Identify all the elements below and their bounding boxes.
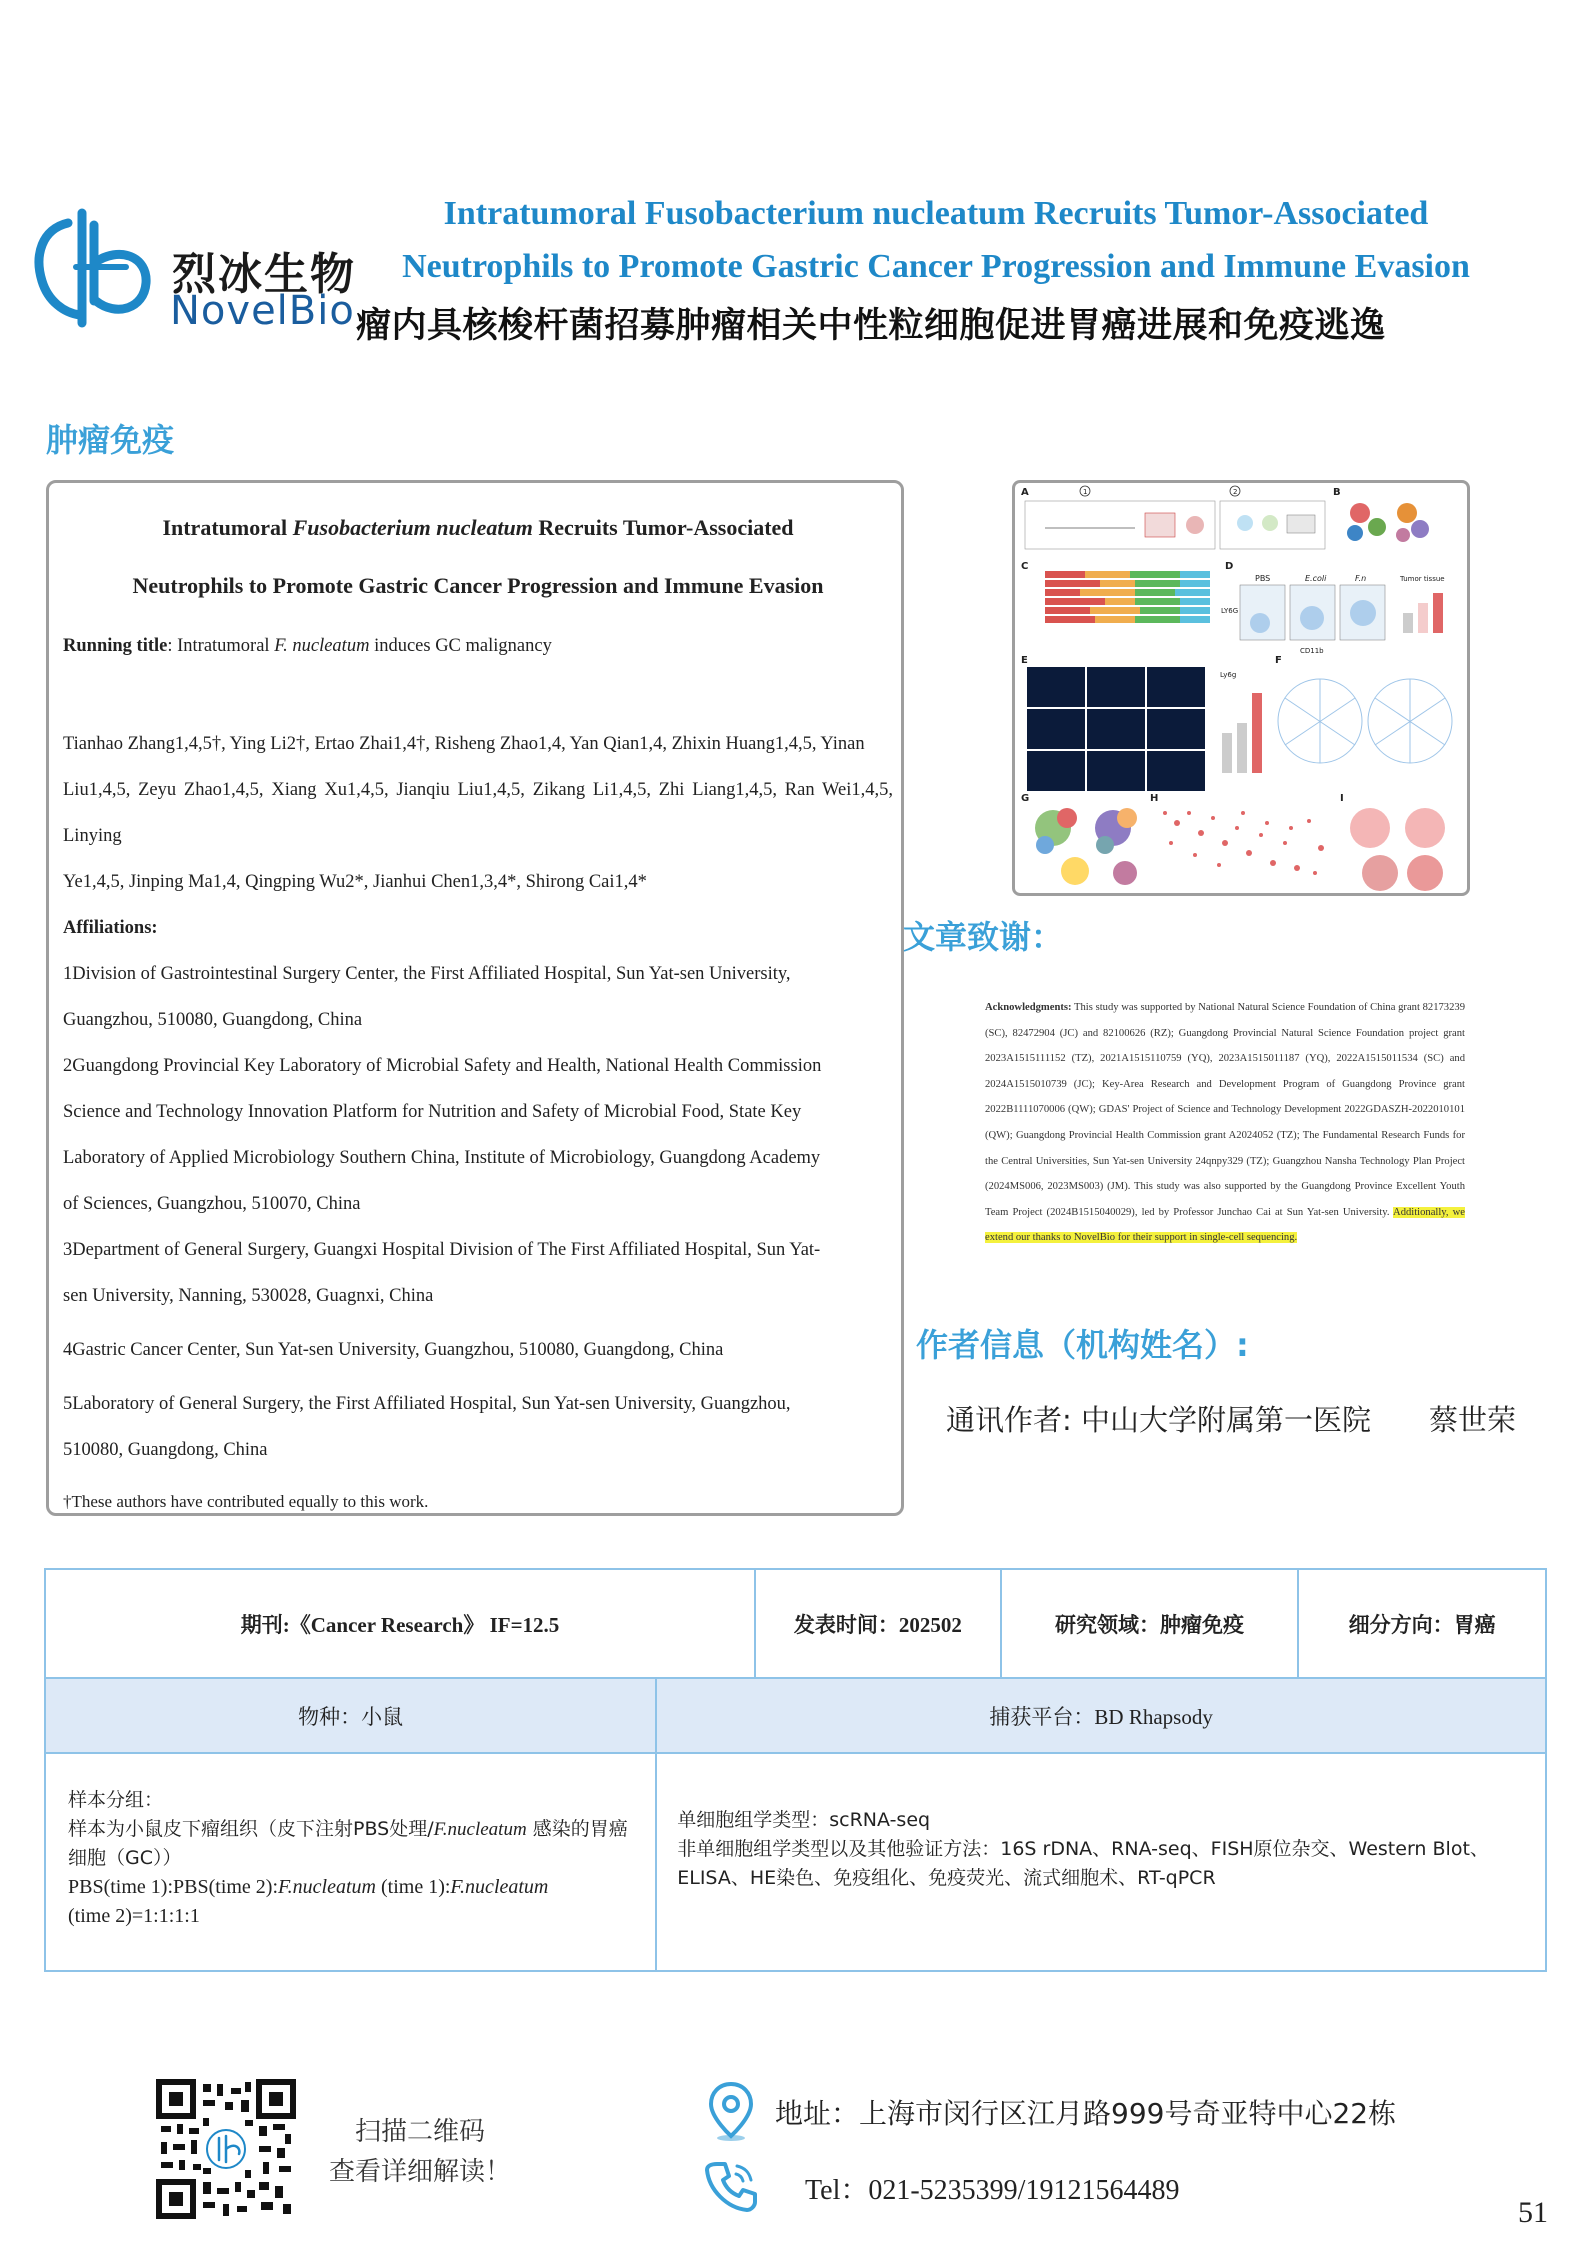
figure-panel-label: G: [1021, 793, 1030, 804]
affiliation-3: 3Department of General Surgery, Guangxi Hospital Division of The First Affiliated Hospital, Sun Yat- sen University, Nanning, 530028, Guagnxi, China: [63, 1240, 821, 1306]
figure-panel-label: H: [1150, 793, 1159, 804]
company-telephone: Tel：021-5235399/19121564489: [805, 2175, 1180, 2206]
research-field-cell: 研究领域：肿瘤免疫: [1001, 1569, 1299, 1678]
figure-axis-label: CD11b: [1300, 647, 1324, 655]
author-list: Tianhao Zhang1,4,5†, Ying Li2†, Ertao Zhai1,4†, Risheng Zhao1,4, Yan Qian1,4, Zhixin Huang1,4,5, Yinan Liu1,4,5, Zeyu Zhao1,4,5, Xiang Xu1,4,5, Jianqiu Liu1,4,5, Zikang Li1,4,5, Zhi Liang1,4,5, Ran Wei1,4,5, Linying Ye1,4,5, Jinping Ma1,4, Qingping Wu2*, Jianhui Chen1,3,4*, Shirong Cai1,4*: [63, 734, 893, 892]
affiliation-4: 4Gastric Cancer Center, Sun Yat-sen University, Guangzhou, 510080, Guangdong, China: [63, 1340, 724, 1360]
novelbio-logo-icon: [30, 205, 158, 333]
page-number: 51: [1518, 2196, 1548, 2229]
corresponding-author: 通讯作者: 中山大学附属第一医院 蔡世荣: [946, 1403, 1516, 1437]
novelbio-thanks-highlight: Additionally, we extend our thanks to NovelBio for their support in single-cell sequencing.: [985, 1206, 1465, 1244]
acknowledgment-heading: 文章致谢：: [903, 918, 1064, 956]
sample-group-cell: 样本分组： 样本为小鼠皮下瘤组织（皮下注射PBS处理/F.nucleatum 感染的胃癌细胞（GC）） PBS(time 1):PBS(time 2):F.nucleatum (time 1):F.nucleatum (time 2)=1:1:1:1: [45, 1753, 656, 1971]
figure-panel-label: E: [1021, 655, 1028, 666]
company-address: 地址：上海市闵行区江月路999号奇亚特中心22栋: [775, 2097, 1397, 2130]
title-chinese: 瘤内具核梭杆菌招募肿瘤相关中性粒细胞促进胃癌进展和免疫逃逸: [356, 306, 1386, 346]
running-title: Running title: Intratumoral F. nucleatum induces GC malignancy: [63, 636, 552, 656]
paper-excerpt: [46, 480, 904, 1516]
affiliation-1: 1Division of Gastrointestinal Surgery Center, the First Affiliated Hospital, Sun Yat-sen University, Guangzhou, 510080, Guangdong, China: [63, 964, 791, 1030]
location-pin-icon: [703, 2080, 759, 2142]
figure-panel-label: A: [1021, 487, 1029, 498]
paper-figure: [1012, 480, 1470, 896]
qr-code[interactable]: [155, 2078, 297, 2220]
equal-contribution-footnote: †These authors have contributed equally to this work.: [63, 1492, 429, 1511]
study-info-table: [44, 1568, 1547, 1972]
publish-date-cell: 发表时间：202502: [755, 1569, 1001, 1678]
category-tag: 肿瘤免疫: [46, 421, 175, 459]
paper-title-line-2: Neutrophils to Promote Gastric Cancer Progression and Immune Evasion: [132, 573, 824, 598]
figure-axis-label: Ly6g: [1220, 671, 1237, 679]
figure-panel-label: C: [1021, 561, 1029, 572]
figure-circle-label: 1: [1083, 488, 1088, 496]
scan-prompt: 扫描二维码 查看详细解读！: [328, 2117, 511, 2187]
logo-chinese-name: 烈冰生物: [172, 249, 356, 300]
phone-icon: [703, 2158, 759, 2214]
figure-panel-label: F: [1275, 655, 1282, 666]
logo-english-name: NovelBio: [170, 288, 355, 334]
figure-group-label: E.coli: [1305, 574, 1327, 583]
figure-group-label: PBS: [1255, 574, 1271, 583]
figure-axis-label: LY6G: [1221, 607, 1239, 615]
figure-tumor-label: Tumor tissue: [1400, 575, 1445, 583]
platform-cell: 捕获平台：BD Rhapsody: [656, 1678, 1546, 1753]
methods-cell: 单细胞组学类型：scRNA-seq 非单细胞组学类型以及其他验证方法：16S rDNA、RNA-seq、FISH原位杂交、Western Blot、ELISA、HE染色、免疫组化、免疫荧光、流式细胞术、RT-qPCR: [656, 1753, 1546, 1971]
title-english-line-1: Intratumoral Fusobacterium nucleatum Recruits Tumor-Associated: [443, 195, 1429, 232]
species-cell: 物种：小鼠: [45, 1678, 656, 1753]
author-info-heading: 作者信息（机构姓名）:: [916, 1326, 1249, 1364]
research-direction-cell: 细分方向：胃癌: [1298, 1569, 1546, 1678]
journal-cell: 期刊:《Cancer Research》 IF=12.5: [45, 1569, 755, 1678]
figure-circle-label: 2: [1233, 488, 1238, 496]
figure-group-label: F.n: [1355, 574, 1367, 583]
acknowledgment-text: Acknowledgments: This study was supported by National Natural Science Foundation of China grant 82173239 (SC), 82472904 (JC) and 82100626 (RZ); Guangdong Provincial Natural Science Foundation project grant 2023A1515111152 (TZ), 2021A1515110759 (YQ), 2023A1515011187 (YQ), 2022A1515011534 (SC) and 2024A1515010739 (JC); Key-Area Research and Development Program of Guangdong Province grant 2022B1111070006 (QW); GDAS' Project of Science and Technology Development 2022GDASZH-2022010101 (QW); Guangdong Provincial Health Commission grant A2024052 (TZ); The Fundamental Research Funds for the Central Universities, Sun Yat-sen University 24qnpy329 (TZ); Guangzhou Nansha Technology Plan Project (2024MS006, 2023MS003) (JM). This study was also supported by the Guangdong Province Excellent Youth Team Project (2024B1515040029), led by Professor Junchao Cai at Sun Yat-sen University. Additionally, we extend our thanks to NovelBio for their support in single-cell sequencing.: [985, 1002, 1465, 1244]
affiliation-2: 2Guangdong Provincial Key Laboratory of Microbial Safety and Health, National Health Commission Science and Technology Innovation Platform for Nutrition and Safety of Microbial Food, State Key Laboratory of Applied Microbiology Southern China, Institute of Microbiology, Guangdong Academy of Sciences, Guangzhou, 510070, China: [63, 1056, 822, 1214]
affiliations-label: Affiliations:: [63, 918, 158, 938]
figure-panel-label: D: [1225, 561, 1234, 572]
figure-panel-label: B: [1333, 487, 1341, 498]
affiliation-5: 5Laboratory of General Surgery, the First Affiliated Hospital, Sun Yat-sen University, Guangzhou, 510080, Guangdong, China: [63, 1394, 791, 1460]
title-english-line-2: Neutrophils to Promote Gastric Cancer Progression and Immune Evasion: [402, 248, 1470, 285]
figure-panel-label: I: [1340, 793, 1344, 804]
paper-title: Intratumoral Fusobacterium nucleatum Recruits Tumor-Associated: [162, 515, 794, 540]
